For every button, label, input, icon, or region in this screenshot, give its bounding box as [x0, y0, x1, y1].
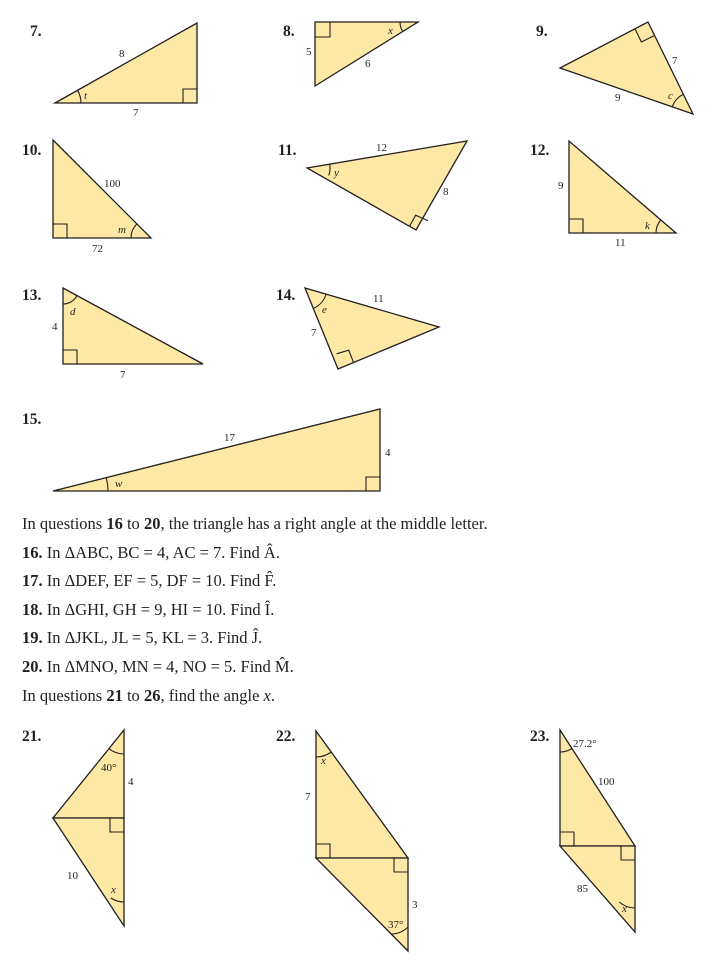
problem-8 [283, 22, 418, 86]
side-label: 85 [577, 883, 588, 895]
side-label: 4 [52, 321, 58, 333]
problem-number-12: 12. [530, 142, 550, 159]
problem-number-14: 14. [276, 287, 296, 304]
triangle-12 [569, 141, 676, 233]
problem-number-9: 9. [536, 23, 548, 40]
problem-number-11: 11. [278, 142, 297, 159]
side-label: 7 [133, 107, 139, 119]
side-label: 100 [104, 178, 121, 190]
angle-label: y [334, 167, 339, 179]
side-label: 9 [615, 92, 621, 104]
side-label: 11 [373, 293, 384, 305]
problem-7 [30, 23, 197, 119]
instruction-line-1: In questions 16 to 20, the triangle has a right angle at the middle letter. [22, 514, 488, 533]
question-17: 17. In ΔDEF, EF = 5, DF = 10. Find F̂. [22, 571, 277, 591]
triangle-22-upper [316, 731, 408, 858]
problem-11 [278, 141, 467, 230]
side-label: 7 [311, 327, 317, 339]
problem-number-23: 23. [530, 728, 550, 745]
problem-number-10: 10. [22, 142, 42, 159]
angle-label: k [645, 220, 650, 232]
triangle-23-upper [560, 730, 635, 846]
side-label: 4 [385, 447, 391, 459]
question-text [22, 510, 692, 710]
problem-10 [22, 140, 151, 255]
problem-13 [22, 287, 203, 381]
angle-label: w [115, 478, 123, 490]
angle-label: x [622, 903, 627, 915]
side-label: 7 [305, 791, 311, 803]
side-label: 5 [306, 46, 312, 58]
angle-label: 37° [388, 919, 404, 931]
side-label: 8 [443, 186, 449, 198]
side-label: 100 [598, 776, 615, 788]
side-label: 10 [67, 870, 78, 882]
problem-number-21: 21. [22, 728, 42, 745]
problem-22 [276, 728, 418, 951]
problem-12 [530, 141, 676, 249]
question-19: 19. In ΔJKL, JL = 5, KL = 3. Find Ĵ. [22, 628, 263, 648]
question-16: 16. In ΔABC, BC = 4, AC = 7. Find Â. [22, 542, 280, 562]
question-18: 18. In ΔGHI, GH = 9, HI = 10. Find Î. [22, 599, 275, 619]
triangle-23-lower [560, 846, 635, 932]
triangle-14 [305, 288, 439, 369]
problem-21 [22, 728, 134, 926]
triangle-10 [53, 140, 151, 238]
triangle-7 [55, 23, 197, 103]
triangle-13 [63, 288, 203, 364]
angle-label: d [70, 306, 76, 318]
side-label: 12 [376, 142, 387, 154]
problem-15 [22, 409, 391, 491]
side-label: 7 [672, 55, 678, 67]
side-label: 6 [365, 58, 371, 70]
side-label: 7 [120, 369, 126, 381]
side-label: 11 [615, 237, 626, 249]
angle-label: c [668, 90, 673, 102]
side-label: 72 [92, 243, 103, 255]
problem-number-22: 22. [276, 728, 296, 745]
problem-number-13: 13. [22, 287, 42, 304]
problem-14 [276, 287, 439, 369]
instruction-line-2: In questions 21 to 26, find the angle x. [22, 685, 275, 705]
angle-label: 40° [101, 762, 117, 774]
triangle-9 [560, 22, 693, 114]
side-label: 3 [412, 899, 418, 911]
problem-9 [536, 22, 693, 114]
angle-label: 27.2° [573, 738, 597, 750]
angle-label: x [111, 884, 116, 896]
problem-number-8: 8. [283, 23, 295, 40]
triangle-21-lower [53, 818, 124, 926]
side-label: 8 [119, 48, 125, 60]
side-label: 4 [128, 776, 134, 788]
angle-label: m [118, 224, 126, 236]
problem-number-7: 7. [30, 23, 42, 40]
side-label: 9 [558, 180, 564, 192]
triangle-21-upper [53, 730, 124, 818]
triangle-15 [53, 409, 380, 491]
angle-label: t [84, 90, 88, 102]
angle-label: e [322, 304, 327, 316]
side-label: 17 [224, 432, 235, 444]
angle-label: x [388, 25, 393, 37]
problem-number-15: 15. [22, 411, 42, 428]
question-20: 20. In ΔMNO, MN = 4, NO = 5. Find M̂. [22, 656, 294, 676]
problem-23 [530, 728, 635, 932]
angle-label: x [321, 755, 326, 767]
